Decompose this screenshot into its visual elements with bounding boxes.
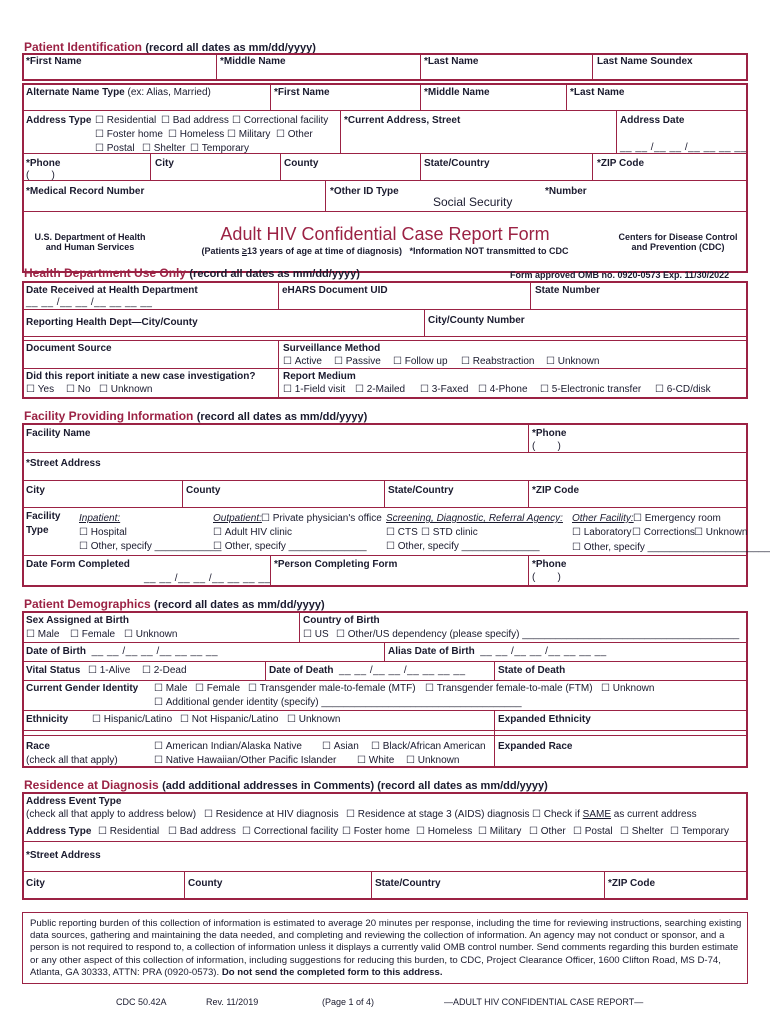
inpatient-label: Inpatient: [79,513,121,524]
patient-identification-title: Patient Identification (record all dates as mm/dd/yyyy) [24,40,316,54]
initiate-investigation-question: Did this report initiate a new case investigation? [26,371,256,382]
first-name-field[interactable]: *First Name [26,56,82,67]
date-of-death-field[interactable]: Date of Death __ __ /__ __ /__ __ __ __ [269,665,466,676]
race-white-checkbox[interactable]: ☐ White [357,755,394,766]
outpatient-private-physician-checkbox[interactable]: ☐ Private physician's office [261,513,382,524]
reporting-health-dept-field[interactable]: Reporting Health Dept—City/County [26,317,198,328]
sex-male-checkbox[interactable]: ☐ Male [26,629,59,640]
surveillance-follow-up-checkbox[interactable]: ☐ Follow up [393,356,448,367]
revision-date: Rev. 11/2019 [206,997,259,1007]
ethnicity-hispanic-checkbox[interactable]: ☐ Hispanic/Latino [92,714,172,725]
screening-other-checkbox[interactable]: ☐ Other, specify ______________ [386,541,540,552]
gender-male-checkbox[interactable]: ☐ Male [154,683,187,694]
completer-phone-field[interactable]: *Phone [532,559,567,570]
residence-state-country-field[interactable]: State/Country [375,878,441,889]
country-other-checkbox[interactable]: ☐ Other/US dependency (please specify) _______________________________________ [336,629,739,640]
sex-unknown-checkbox[interactable]: ☐ Unknown [124,629,177,640]
cdc-agency: Centers for Disease Control and Prevention (CDC) [618,232,738,252]
residence-street-field[interactable]: *Street Address [26,850,101,861]
gender-identity-label: Current Gender Identity [26,683,139,694]
res-correctional-checkbox[interactable]: ☐ Correctional facility [242,826,338,837]
screening-agency-label: Screening, Diagnostic, Referral Agency: [386,513,563,524]
state-number-field[interactable]: State Number [535,285,601,296]
alternate-name-type-field[interactable]: Alternate Name Type (ex: Alias, Married) [26,87,211,98]
facility-title: Facility Providing Information (record all dates as mm/dd/yyyy) [24,409,368,423]
omb-approval: Form approved OMB no. 0920-0573 Exp. 11/30/2022 [510,270,730,280]
demographics-title: Patient Demographics (record all dates as mm/dd/yyyy) [24,597,325,611]
res-shelter-checkbox[interactable]: ☐ Shelter [620,826,663,837]
facility-type-label-2: Type [26,525,49,536]
date-received-blank: __ __ /__ __ /__ __ __ __ [26,297,153,308]
res-temporary-checkbox[interactable]: ☐ Temporary [670,826,729,837]
race-pacific-islander-checkbox[interactable]: ☐ Native Hawaiian/Other Pacific Islander [154,755,336,766]
outpatient-adult-hiv-clinic-checkbox[interactable]: ☐ Adult HIV clinic [213,527,292,538]
state-of-death-field[interactable]: State of Death [498,665,566,676]
address-event-type-label: Address Event Type [26,796,122,807]
alt-last-name-field[interactable]: *Last Name [570,87,625,98]
res-foster-home-checkbox[interactable]: ☐ Foster home [342,826,410,837]
address-type-postal-checkbox[interactable]: ☐ Postal [95,143,135,154]
form-number: CDC 50.42A [116,997,167,1007]
res-homeless-checkbox[interactable]: ☐ Homeless [416,826,472,837]
date-of-birth-field[interactable]: Date of Birth __ __ /__ __ /__ __ __ __ [26,646,219,657]
initiate-no-checkbox[interactable]: ☐ No [66,384,91,395]
expanded-ethnicity-field[interactable]: Expanded Ethnicity [498,714,591,725]
date-form-completed-field[interactable]: Date Form Completed [26,559,130,570]
city-county-number-field[interactable]: City/County Number [428,315,525,326]
race-hint: (check all that apply) [26,755,118,766]
race-american-indian-checkbox[interactable]: ☐ American Indian/Alaska Native [154,741,302,752]
middle-name-field[interactable]: *Middle Name [220,56,286,67]
facility-phone-area-code: ( ) [532,441,561,452]
race-unknown-checkbox[interactable]: ☐ Unknown [406,755,459,766]
address-type-label: Address Type [26,115,92,126]
race-asian-checkbox[interactable]: ☐ Asian [322,741,359,752]
alt-first-name-field[interactable]: *First Name [274,87,330,98]
event-same-address-checkbox[interactable]: ☐ Check if SAME as current address [532,809,697,820]
residence-zip-field[interactable]: *ZIP Code [608,878,656,889]
surveillance-active-checkbox[interactable]: ☐ Active [283,356,322,367]
gender-mtf-checkbox[interactable]: ☐ Transgender male-to-female (MTF) [248,683,416,694]
other-facility-laboratory-checkbox[interactable]: ☐ Laboratory [572,527,632,538]
current-address-field[interactable]: *Current Address, Street [344,115,461,126]
vital-status-label: Vital Status [26,665,81,676]
other-facility-other-checkbox[interactable]: ☐ Other, specify ______________________ [572,542,770,553]
address-type-military-checkbox[interactable]: ☐ Military [227,129,270,140]
last-name-field[interactable]: *Last Name [424,56,479,67]
address-event-type-hint: (check all that apply to address below) [26,809,197,820]
country-us-checkbox[interactable]: ☐ US [303,629,329,640]
document-source-field[interactable]: Document Source [26,343,112,354]
form-subtitle: (Patients ≥13 years of age at time of diagnosis) *Information NOT transmitted to CDC [201,246,569,256]
ethnicity-label: Ethnicity [26,714,69,725]
address-type-bad-address-checkbox[interactable]: ☐ Bad address [161,115,229,126]
address-type-other-checkbox[interactable]: ☐ Other [276,129,313,140]
date-received-field[interactable]: Date Received at Health Department [26,285,198,296]
residence-title: Residence at Diagnosis (add additional addresses in Comments) (record all dates as mm/dd/yyyy) [24,778,548,792]
date-form-completed-blank: __ __ /__ __ /__ __ __ __ [144,573,271,584]
completer-phone-area-code: ( ) [532,572,561,583]
res-military-checkbox[interactable]: ☐ Military [478,826,521,837]
res-bad-address-checkbox[interactable]: ☐ Bad address [168,826,236,837]
residence-county-field[interactable]: County [188,878,223,889]
surveillance-reabstraction-checkbox[interactable]: ☐ Reabstraction [461,356,534,367]
residence-address-type-label: Address Type [26,826,92,837]
gender-female-checkbox[interactable]: ☐ Female [195,683,240,694]
surveillance-passive-checkbox[interactable]: ☐ Passive [334,356,381,367]
res-residential-checkbox[interactable]: ☐ Residential [98,826,159,837]
residence-city-field[interactable]: City [26,878,45,889]
ehars-document-uid-field[interactable]: eHARS Document UID [282,285,388,296]
report-medium-label: Report Medium [283,371,356,382]
facility-phone-field[interactable]: *Phone [532,428,567,439]
footer-title: —ADULT HIV CONFIDENTIAL CASE REPORT— [444,997,644,1007]
screening-std-clinic-checkbox[interactable]: ☐ STD clinic [421,527,478,538]
outpatient-label: Outpatient: [213,513,262,524]
ethnicity-not-hispanic-checkbox[interactable]: ☐ Not Hispanic/Latino [180,714,278,725]
facility-type-label: Facility [26,511,61,522]
facility-name-field[interactable]: Facility Name [26,428,91,439]
facility-state-country-field[interactable]: State/Country [388,485,454,496]
event-hiv-diagnosis-checkbox[interactable]: ☐ Residence at HIV diagnosis [204,809,339,820]
burden-statement: Public reporting burden of this collection of information is estimated to average 20 minutes per response, including the time for reviewing instructions, searching existing data sources, gathering and maintaining the data needed, and completing and reviewing the collection of information. An agency may not conduct or sponsor, and a person is not required to respond to, a collection of information unless it displays a currently valid OMB control number. Send comments regarding this burden estimate or any other aspect of this collection of information, including suggestions for reducing this burden, to CDC, Project Clearance Officer, 1600 Clifton Road, MS D-74, Atlanta, GA 30333, ATTN: PRA (0920-0573). Do not send the completed form to this address. [30,918,742,978]
other-facility-corrections-checkbox[interactable]: ☐ Corrections [632,527,695,538]
ethnicity-unknown-checkbox[interactable]: ☐ Unknown [287,714,340,725]
facility-street-field[interactable]: *Street Address [26,458,101,469]
medium-cd-disk-checkbox[interactable]: ☐ 6-CD/disk [655,384,711,395]
address-date-blank: __ __ /__ __ /__ __ __ __ [620,142,747,153]
gender-ftm-checkbox[interactable]: ☐ Transgender female-to-male (FTM) [425,683,593,694]
last-name-soundex-field[interactable]: Last Name Soundex [597,56,693,67]
facility-city-field[interactable]: City [26,485,45,496]
other-facility-unknown-checkbox[interactable]: ☐ Unknown [694,527,747,538]
inpatient-other-checkbox[interactable]: ☐ Other, specify ____________ [79,541,221,552]
form-title: Adult HIV Confidential Case Report Form [220,224,550,244]
alt-middle-name-field[interactable]: *Middle Name [424,87,490,98]
health-department-title: Health Department Use Only (record all dates as mm/dd/yyyy) [24,266,360,280]
surveillance-method-label: Surveillance Method [283,343,381,354]
country-of-birth-label: Country of Birth [303,615,380,626]
address-type-foster-home-checkbox[interactable]: ☐ Foster home [95,129,163,140]
outpatient-other-checkbox[interactable]: ☐ Other, specify ______________ [213,541,367,552]
sex-female-checkbox[interactable]: ☐ Female [70,629,115,640]
initiate-unknown-checkbox[interactable]: ☐ Unknown [99,384,152,395]
person-completing-form-field[interactable]: *Person Completing Form [274,559,398,570]
expanded-race-field[interactable]: Expanded Race [498,741,573,752]
gender-additional-checkbox[interactable]: ☐ Additional gender identity (specify) ____________________________________ [154,697,522,708]
address-type-temporary-checkbox[interactable]: ☐ Temporary [190,143,249,154]
other-id-number-field[interactable]: *Number [545,186,587,197]
race-black-checkbox[interactable]: ☐ Black/African American [371,741,486,752]
city-field[interactable]: City [155,158,174,169]
facility-county-field[interactable]: County [186,485,221,496]
res-postal-checkbox[interactable]: ☐ Postal [573,826,613,837]
other-id-type-value: Social Security [433,195,513,209]
event-aids-diagnosis-checkbox[interactable]: ☐ Residence at stage 3 (AIDS) diagnosis [346,809,530,820]
zip-code-field[interactable]: *ZIP Code [597,158,645,169]
sex-at-birth-label: Sex Assigned at Birth [26,615,129,626]
facility-zip-field[interactable]: *ZIP Code [532,485,580,496]
medium-phone-checkbox[interactable]: ☐ 4-Phone [478,384,528,395]
vital-dead-checkbox[interactable]: ☐ 2-Dead [142,665,187,676]
address-type-shelter-checkbox[interactable]: ☐ Shelter [142,143,185,154]
gender-unknown-checkbox[interactable]: ☐ Unknown [601,683,654,694]
surveillance-unknown-checkbox[interactable]: ☐ Unknown [546,356,599,367]
vital-alive-checkbox[interactable]: ☐ 1-Alive [88,665,130,676]
other-facility-emergency-room-checkbox[interactable]: ☐ Emergency room [633,513,721,524]
address-date-field[interactable]: Address Date [620,115,685,126]
address-type-correctional-checkbox[interactable]: ☐ Correctional facility [232,115,328,126]
medium-mailed-checkbox[interactable]: ☐ 2-Mailed [355,384,405,395]
other-id-type-field[interactable]: *Other ID Type [330,186,399,197]
medium-faxed-checkbox[interactable]: ☐ 3-Faxed [420,384,468,395]
alias-date-of-birth-field[interactable]: Alias Date of Birth __ __ /__ __ /__ __ __ __ [388,646,607,657]
phone-field[interactable]: *Phone [26,158,61,169]
medical-record-number-field[interactable]: *Medical Record Number [26,186,145,197]
address-type-homeless-checkbox[interactable]: ☐ Homeless [168,129,224,140]
state-country-field[interactable]: State/Country [424,158,490,169]
hhs-department: U.S. Department of Health and Human Services [34,232,146,252]
inpatient-hospital-checkbox[interactable]: ☐ Hospital [79,527,127,538]
medium-field-visit-checkbox[interactable]: ☐ 1-Field visit [283,384,345,395]
address-type-residential-checkbox[interactable]: ☐ Residential [95,115,156,126]
other-facility-label: Other Facility: [572,513,634,524]
page-number: (Page 1 of 4) [322,997,375,1007]
phone-area-code: ( ) [26,170,55,181]
county-field[interactable]: County [284,158,319,169]
race-label: Race [26,741,50,752]
res-other-checkbox[interactable]: ☐ Other [529,826,566,837]
initiate-yes-checkbox[interactable]: ☐ Yes [26,384,54,395]
medium-electronic-checkbox[interactable]: ☐ 5-Electronic transfer [540,384,641,395]
screening-cts-checkbox[interactable]: ☐ CTS [386,527,418,538]
